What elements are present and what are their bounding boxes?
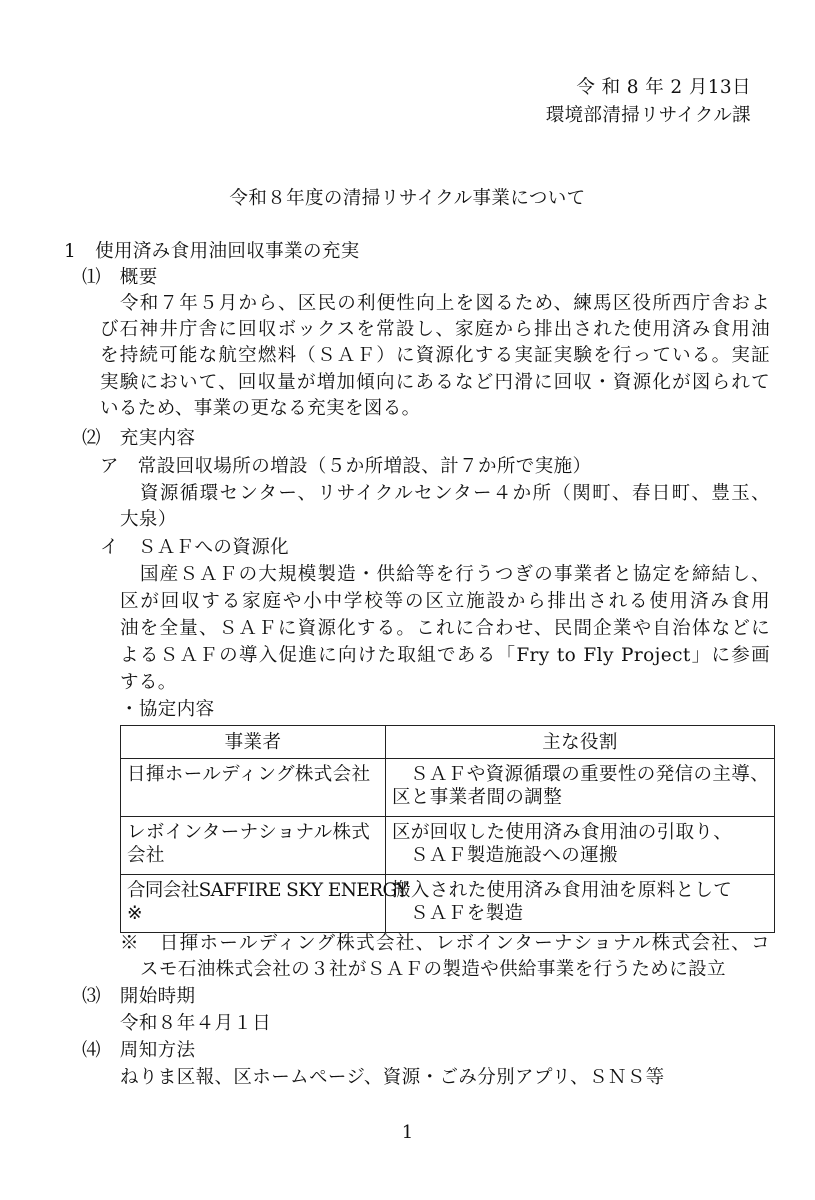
table-header-company: 事業者	[121, 726, 386, 759]
table-cell-company	[121, 759, 386, 817]
company-name: 日揮ホールディング株式会社	[127, 764, 371, 785]
overview-line-1: 令和７年５月から、区民の利便性向上を図るため、練馬区役所西庁舎およ	[120, 293, 770, 314]
table-cell-company	[121, 875, 409, 933]
table-header-role: 主な役割	[386, 726, 775, 759]
table-note-line-1: ※ 日揮ホールディング株式会社、レボインターナショナル株式会社、コ	[120, 933, 770, 954]
item-i-line-2: 区が回収する家庭や小中学校等の区立施設から排出される使用済み食用	[120, 591, 770, 612]
table-cell-role	[386, 817, 775, 875]
start-date-heading: ⑶ 開始時期	[82, 986, 196, 1007]
document-date: 令 和 8 年 2 月13日	[576, 77, 751, 98]
agreement-table	[120, 725, 775, 933]
overview-heading: ⑴ 概要	[82, 267, 158, 288]
agreement-label: ・協定内容	[120, 699, 215, 720]
overview-line-2: び石神井庁舎に回収ボックスを常設し、家庭から排出された使用済み食用油	[100, 319, 770, 340]
publicity-heading: ⑷ 周知方法	[82, 1040, 196, 1061]
company-name: レボインターナショナル株式	[127, 822, 371, 843]
table-note-line-2: スモ石油株式会社の３社がＳＡＦの製造や供給事業を行うために設立	[140, 959, 726, 980]
start-date-value: 令和８年４月１日	[120, 1013, 272, 1034]
role-line: ＳＡＦや資源循環の重要性の発信の主導、	[410, 764, 770, 785]
item-i-heading: イ ＳＡＦへの資源化	[100, 537, 290, 558]
overview-line-4: 実験において、回収量が増加傾向にあるなど円滑に回収・資源化が図られて	[100, 372, 770, 393]
item-a-heading: ア 常設回収場所の増設（５か所増設、計７か所で実施）	[100, 456, 592, 477]
issuing-department: 環境部清掃リサイクル課	[545, 105, 751, 126]
company-name: 会社	[127, 845, 165, 866]
table-row	[121, 759, 775, 817]
publicity-value: ねりま区報、区ホームページ、資源・ごみ分別アプリ、ＳＮＳ等	[120, 1067, 665, 1088]
table-cell-role	[386, 875, 775, 933]
role-line: ＳＡＦ製造施設への運搬	[410, 845, 618, 866]
page-number: 1	[401, 1122, 414, 1143]
item-i-line-4: よるＳＡＦの導入促進に向けた取組である「Fry to Fly Project」に参画	[120, 645, 770, 666]
overview-line-5: いるため、事業の更なる充実を図る。	[100, 398, 421, 419]
company-name: ※	[127, 903, 143, 924]
role-line: ＳＡＦを製造	[410, 903, 524, 924]
role-line: 搬入された使用済み食用油を原料として	[392, 880, 733, 901]
item-i-line-1: 国産ＳＡＦの大規模製造・供給等を行うつぎの事業者と協定を締結し、	[140, 564, 770, 585]
table-cell-company	[121, 817, 386, 875]
enhancement-heading: ⑵ 充実内容	[82, 428, 196, 449]
role-line: 区が回収した使用済み食用油の引取り、	[392, 822, 733, 843]
overview-line-3: を持続可能な航空燃料（ＳＡＦ）に資源化する実証実験を行っている。実証	[100, 345, 770, 366]
document-title: 令和８年度の清掃リサイクル事業について	[229, 188, 586, 209]
item-i-line-3: 油を全量、ＳＡＦに資源化する。これに合わせ、民間企業や自治体などに	[120, 618, 770, 639]
table-cell-role	[386, 759, 775, 817]
item-i-line-5: する。	[120, 672, 177, 693]
table-header-row	[121, 726, 775, 759]
item-a-line-2: 大泉）	[120, 509, 177, 530]
company-name: 合同会社SAFFIRE SKY ENERGY	[127, 880, 409, 901]
section-1-heading: 1 使用済み食用油回収事業の充実	[64, 241, 360, 262]
item-a-line-1: 資源循環センター、リサイクルセンター４か所（関町、春日町、豊玉、	[140, 483, 770, 504]
table-row	[121, 817, 775, 875]
role-line: 区と事業者間の調整	[392, 787, 563, 808]
table-row	[121, 875, 775, 933]
